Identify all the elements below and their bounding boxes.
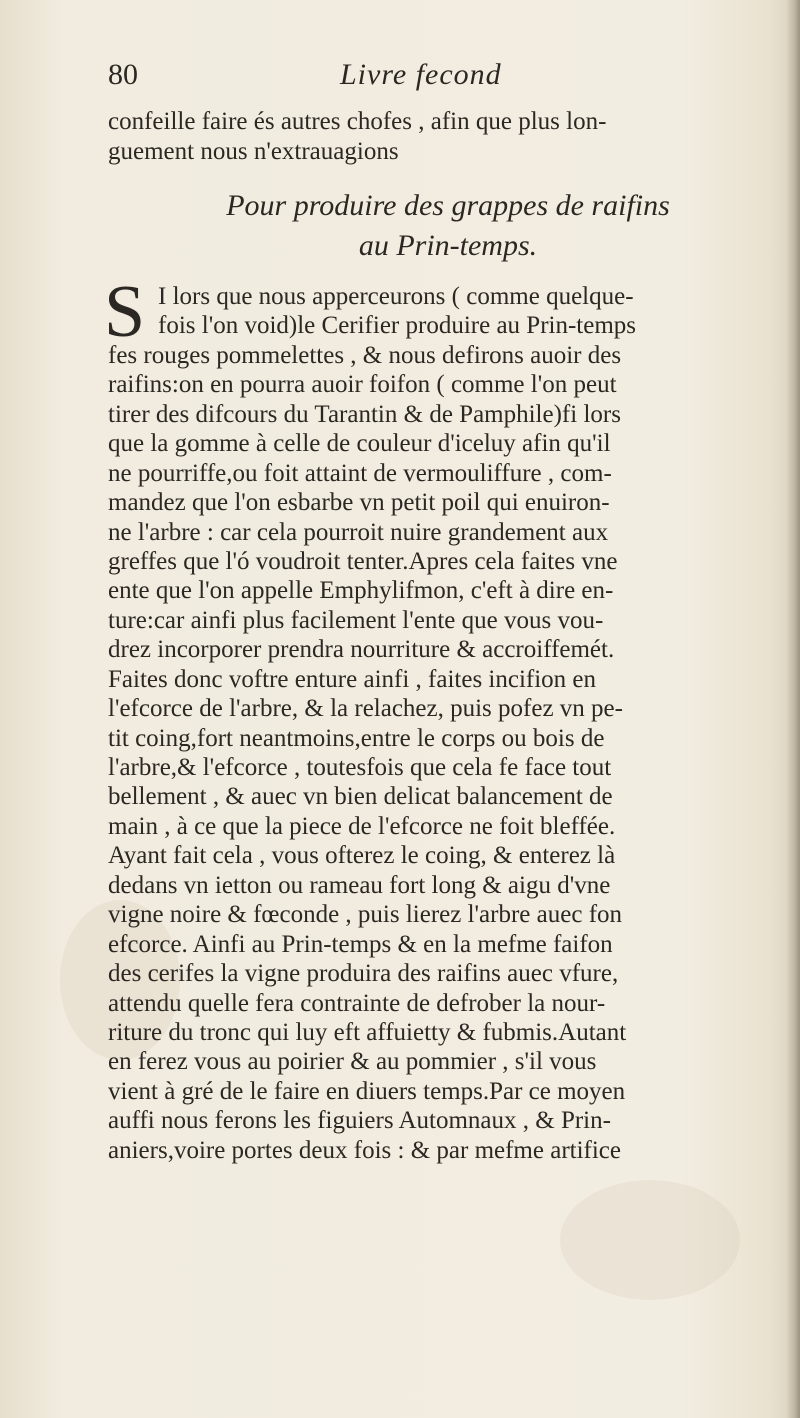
text-line: attendu quelle fera contrainte de defrober la nour- [108, 989, 606, 1017]
text-line: I lors que nous apperceurons ( comme quelque- [158, 283, 634, 310]
text-line: l'arbre,& l'efcorce , toutesfois que cela fe face tout [108, 754, 612, 781]
text-line: drez incorporer prendra nourriture & accroiffemét. [108, 636, 615, 664]
text-line: dedans vn ietton ou rameau fort long & aigu d'vne [108, 871, 611, 899]
paper-stain [560, 1180, 740, 1300]
text-line: guement nous n'extrauagions [108, 138, 399, 165]
page-header [108, 58, 778, 98]
text-line: bellement , & auec vn bien delicat balancement de [108, 783, 613, 811]
text-line: raifins:on en pourra auoir foifon ( comme l'on peut [108, 371, 617, 399]
text-line: ne l'arbre : car cela pourroit nuire grandement aux [108, 518, 609, 546]
text-line: fes rouges pommelettes , & nous defirons auoir des [108, 341, 622, 369]
section-title [108, 186, 788, 266]
text-line: efcorce. Ainfi au Prin-temps & en la mefme faifon [108, 930, 613, 958]
text-line: main , à ce que la piece de l'efcorce ne foit bleffée. [108, 812, 616, 840]
text-line: ture:car ainfi plus facilement l'ente que vous vou- [108, 606, 604, 634]
text-line: fois l'on void)le Cerifier produire au Prin-temps [158, 312, 637, 340]
text-line: riture du tronc qui luy eft affuietty & fubmis.Autant [108, 1018, 627, 1046]
page-number: 80 [108, 58, 138, 91]
text-line: des cerifes la vigne produira des raifins auec vfure, [108, 960, 619, 988]
text-line: greffes que l'ó voudroit tenter.Apres cela faites vne [108, 547, 618, 575]
text-line: tit coing,fort neantmoins,entre le corps ou bois de [108, 724, 605, 752]
text-line: Ayant fait cela , vous ofterez le coing, & enterez là [108, 842, 616, 870]
text-line: confeille faire és autres chofes , afin que plus lon- [108, 108, 607, 135]
text-line: vigne noire & fœconde , puis lierez l'arbre auec fon [108, 901, 623, 929]
text-line: Faites donc voftre enture ainfi , faites incifion en [108, 665, 597, 693]
text-line: que la gomme à celle de couleur d'iceluy afin qu'il [108, 430, 611, 458]
drop-cap: S [104, 271, 146, 353]
text-line: ente que l'on appelle Emphylifmon, c'eft à dire en- [108, 577, 614, 605]
intro-paragraph [108, 107, 788, 167]
text-line: aniers,voire portes deux fois : & par mefme artifice [108, 1136, 622, 1164]
running-head: Livre fecond [340, 58, 502, 91]
section-title-line: au Prin-temps. [358, 229, 538, 262]
text-line: vient à gré de le faire en diuers temps.Par ce moyen [108, 1077, 626, 1105]
text-line: mandez que l'on esbarbe vn petit poil qui enuiron- [108, 489, 610, 517]
body-paragraph [108, 282, 790, 1165]
text-line: ne pourriffe,ou foit attaint de vermouliffure , com- [108, 459, 612, 487]
text-line: l'efcorce de l'arbre, & la relachez, puis pofez vn pe- [108, 695, 623, 723]
text-line: auffi nous ferons les figuiers Automnaux , & Prin- [108, 1107, 611, 1135]
text-line: en ferez vous au poirier & au pommier , s'il vous [108, 1048, 597, 1076]
text-line: tirer des difcours du Tarantin & de Pamphile)fi lors [108, 400, 621, 428]
section-title-line: Pour produire des grappes de raifins [226, 189, 670, 222]
